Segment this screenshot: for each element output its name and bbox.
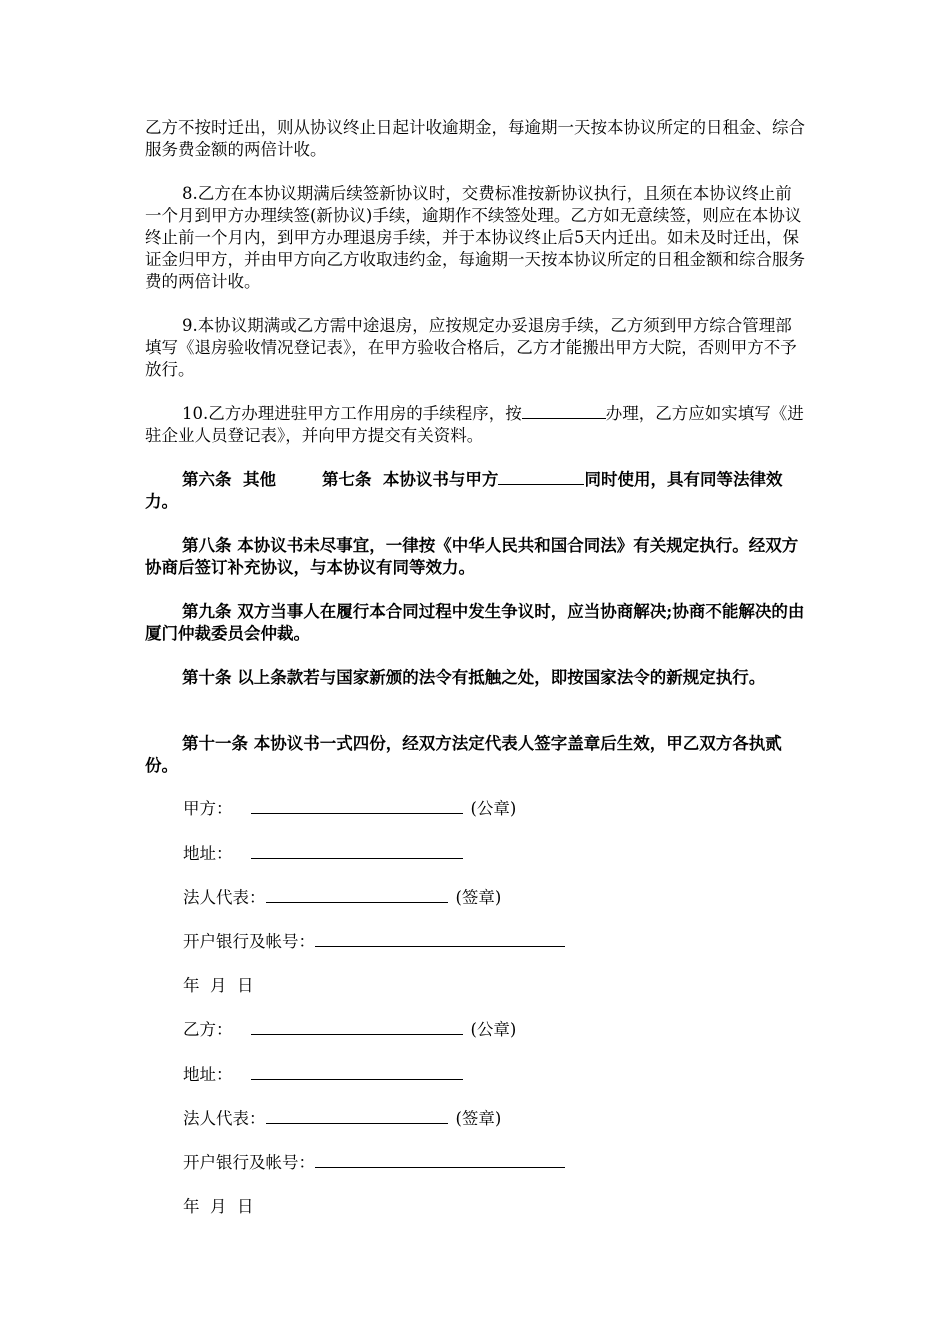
party-a-name-line [251,799,463,814]
article-6-7-text-a: 第六条 其他 第七条 本协议书与甲方 [182,470,499,489]
clause-10-text-a: 10.乙方办理进驻甲方工作用房的手续程序，按 [182,404,522,423]
paragraph-article-8 [145,535,805,579]
party-b-rep-row [183,1108,501,1130]
party-b-bank-line [315,1153,565,1168]
party-a-sign-label: (签章) [455,888,502,907]
party-b-address-line [251,1065,463,1080]
party-b-label: 乙方： [183,1020,233,1039]
article-10-text: 第十条 以上条款若与国家新颁的法令有抵触之处，即按国家法令的新规定执行。 [182,668,766,687]
party-a-bank-label: 开户银行及帐号： [183,932,315,951]
paragraph-article-6-7 [145,469,805,513]
paragraph-overdue [145,117,805,161]
party-a-rep-line [266,888,448,903]
article-9-text: 第九条 双方当事人在履行本合同过程中发生争议时，应当协商解决;协商不能解决的由厦门仲裁委员会仲裁。 [145,602,805,643]
party-b-rep-line [266,1109,448,1124]
party-a-date-row [183,975,253,997]
clause-10-text-b: 办理，乙方应如实填写《进驻企业人员登记表》，并向甲方提交有关资料。 [145,404,804,445]
paragraph-clause-9 [145,315,805,381]
article-8-text: 第八条 本协议书未尽事宜，一律按《中华人民共和国合同法》有关规定执行。经双方协商后签订补充协议，与本协议有同等效力。 [145,536,799,577]
party-a-rep-row [183,887,501,909]
party-a-date-text: 年 月 日 [183,976,254,995]
party-a-address-row [183,843,463,865]
party-b-name-line [251,1020,463,1035]
party-a-name-row [183,798,516,820]
party-a-rep-label: 法人代表： [183,888,266,907]
party-b-date-row [183,1196,253,1218]
paragraph-clause-8 [145,183,805,293]
party-b-sign-label: (签章) [455,1109,502,1128]
party-b-name-row [183,1019,516,1041]
article-6-7-text-b: 同时使用，具有同等法律效力。 [145,470,783,511]
article-11-text: 第十一条 本协议书一式四份，经双方法定代表人签字盖章后生效，甲乙双方各执贰份。 [145,734,782,775]
paragraph-article-10 [145,667,805,689]
paragraph-clause-8-text: 8.乙方在本协议期满后续签新协议时，交费标准按新协议执行，且须在本协议终止前一个月到甲方办理续签(新协议)手续，逾期作不续签处理。乙方如无意续签，则应在本协议终止前一个月内，到甲方办理退房手续，并于本协议终止后5天内迁出。如未及时迁出，保证金归甲方，并由甲方向乙方收取违约金，每逾期一天按本协议所定的日租金额和综合服务费的两倍计收。 [145,184,805,291]
party-b-date-text: 年 月 日 [183,1197,254,1216]
paragraph-article-9 [145,601,805,645]
party-b-bank-row [183,1152,565,1174]
party-b-seal-label: (公章) [470,1020,517,1039]
paragraph-clause-9-text: 9.本协议期满或乙方需中途退房，应按规定办妥退房手续，乙方须到甲方综合管理部填写《退房验收情况登记表》，在甲方验收合格后，乙方才能搬出甲方大院，否则甲方不予放行。 [145,316,797,379]
party-b-bank-label: 开户银行及帐号： [183,1153,315,1172]
paragraph-clause-10 [145,403,805,447]
paragraph-overdue-text: 乙方不按时迁出，则从协议终止日起计收逾期金，每逾期一天按本协议所定的日租金、综合服务费金额的两倍计收。 [145,118,805,159]
party-a-address-line [251,844,463,859]
party-a-address-label: 地址： [183,844,233,863]
party-b-rep-label: 法人代表： [183,1109,266,1128]
party-a-bank-row [183,931,565,953]
article-7-blank-line [498,470,584,485]
clause-10-blank-line [522,404,606,419]
party-a-seal-label: (公章) [470,799,517,818]
party-b-address-row [183,1064,463,1086]
paragraph-article-11 [145,733,805,777]
party-a-bank-line [315,932,565,947]
party-b-address-label: 地址： [183,1065,233,1084]
party-a-label: 甲方： [183,799,233,818]
